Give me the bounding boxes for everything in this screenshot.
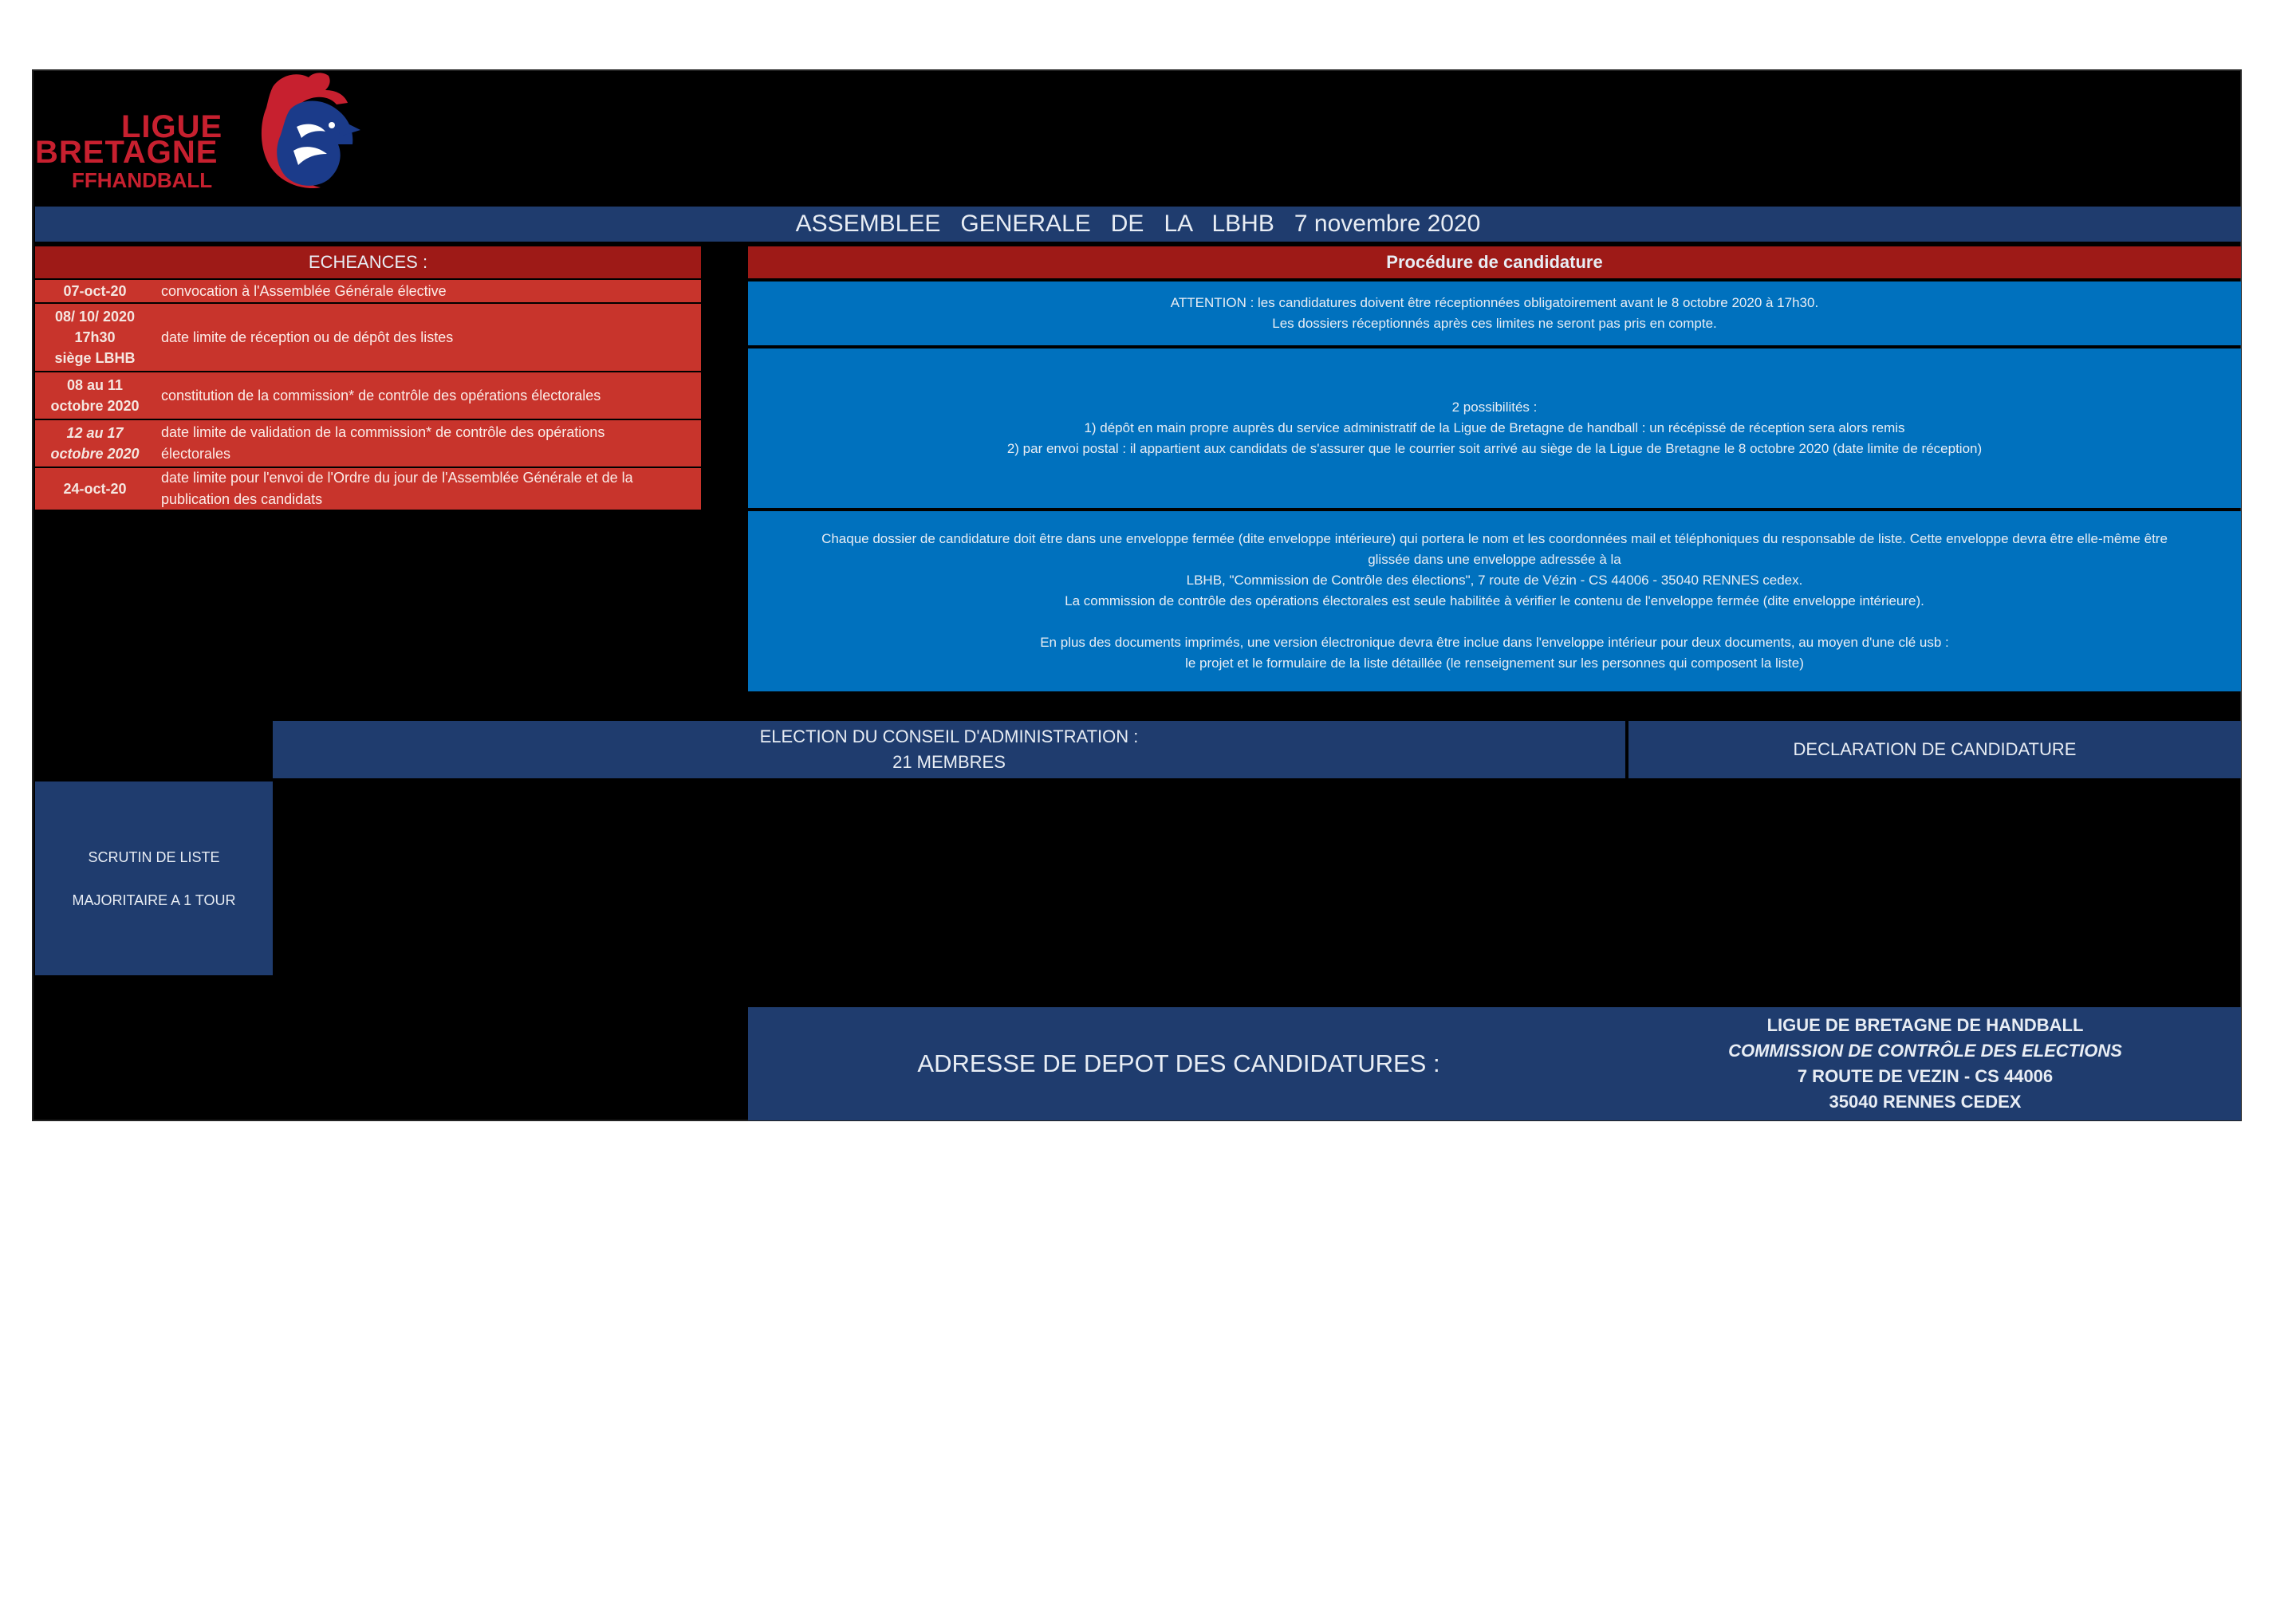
echeance-description: constitution de la commission* de contrôle des opérations électorales [161,387,601,404]
table-row [35,420,701,467]
echeance-description: date limite pour l'envoi de l'Ordre du jour de l'Assemblée Générale et de la publication des candidats [161,470,633,507]
echeance-date: 08/ 10/ 2020 17h30 siège LBHB [54,309,136,366]
election-header [273,721,1625,778]
scrutin-line-2: MAJORITAIRE A 1 TOUR [72,892,236,908]
procedure-text-line: En plus des documents imprimés, une version électronique devra être inclue dans l'enveloppe intérieur pour deux documents, au moyen d'une clé usb : [1040,635,1949,650]
adresse-box [748,1007,2241,1120]
adresse-label: ADRESSE DE DEPOT DES CANDIDATURES : [917,1049,1440,1077]
logo-line-bretagne: BRETAGNE [35,135,219,170]
procedure-text-line: 1) dépôt en main propre auprès du service administratif de la Ligue de Bretagne de handball : un récépissé de réception sera alors remis [1084,420,1905,435]
echeance-date: 08 au 11 octobre 2020 [50,377,140,414]
procedure-text-line: Chaque dossier de candidature doit être dans une enveloppe fermée (dite enveloppe intérieure) qui portera le nom et les coordonnées mail et téléphoniques du responsable de liste. Cette enveloppe devra être elle-même être [821,531,2168,546]
election-members: 21 MEMBRES [892,752,1006,772]
adresse-line-2: COMMISSION DE CONTRÔLE DES ELECTIONS [1728,1041,2122,1061]
procedure-text-line: LBHB, "Commission de Contrôle des élections", 7 route de Vézin - CS 44006 - 35040 RENNES cedex. [1186,573,1803,588]
adresse-details [1609,1007,2241,1120]
scrutin-box [35,781,273,975]
adresse-line-3: 7 ROUTE DE VEZIN - CS 44006 [1797,1066,2054,1086]
logo-line-ffhandball: FFHANDBALL [72,168,213,192]
procedure-text-line: 2 possibilités : [1451,400,1538,415]
document-sheet [32,69,2242,1121]
procedure-header-text: Procédure de candidature [1386,252,1603,272]
procedure-text-line: glissée dans une enveloppe adressée à la [1368,552,1621,567]
echeance-date: 07-oct-20 [63,283,127,299]
echeances-header [35,246,701,278]
table-row [35,280,701,302]
table-row [35,372,701,419]
procedure-text-line: le projet et le formulaire de la liste détaillée (le renseignement sur les personnes qui composent la liste) [1185,655,1804,671]
election-title: ELECTION DU CONSEIL D'ADMINISTRATION : [759,726,1139,746]
echeance-description: date limite de réception ou de dépôt des listes [161,329,454,345]
echeance-date: 12 au 17 octobre 2020 [50,425,140,462]
table-row [35,304,701,371]
procedure-header [748,246,2241,278]
adresse-line-1: LIGUE DE BRETAGNE DE HANDBALL [1766,1015,2084,1035]
logo-line-ligue: LIGUE [121,109,223,144]
procedure-envelope-block [748,511,2241,691]
echeance-description: convocation à l'Assemblée Générale élective [161,282,447,299]
procedure-text-line: Les dossiers réceptionnés après ces limites ne seront pas pris en compte. [1272,316,1717,331]
adresse-line-4: 35040 RENNES CEDEX [1829,1092,2022,1112]
procedure-attention-block [748,281,2241,345]
ligue-bretagne-logo [33,71,368,203]
echeance-description: date limite de validation de la commission* de contrôle des opérations électorales [161,424,605,462]
procedure-possibilities-block [748,348,2241,508]
declaration-title: DECLARATION DE CANDIDATURE [1793,739,2077,759]
echeances-header-text: ECHEANCES : [308,252,428,272]
scrutin-line-1: SCRUTIN DE LISTE [88,848,220,865]
procedure-text-line: La commission de contrôle des opérations électorales est seule habilitée à vérifier le contenu de l'enveloppe fermée (dite enveloppe intérieure). [1065,593,1924,608]
rooster-icon [249,71,368,199]
page-title [35,207,2241,242]
procedure-text-line: 2) par envoi postal : il appartient aux candidats de s'assurer que le courrier soit arrivé au siège de la Ligue de Bretagne le 8 octobre 2020 (date limite de réception) [1006,441,1983,456]
procedure-text-line: ATTENTION : les candidatures doivent être réceptionnées obligatoirement avant le 8 octobre 2020 à 17h30. [1170,295,1819,310]
declaration-header [1628,721,2241,778]
table-row [35,468,701,510]
page-title-text: ASSEMBLEE GENERALE DE LA LBHB 7 novembre 2020 [795,211,1481,237]
echeance-date: 24-oct-20 [63,481,127,497]
